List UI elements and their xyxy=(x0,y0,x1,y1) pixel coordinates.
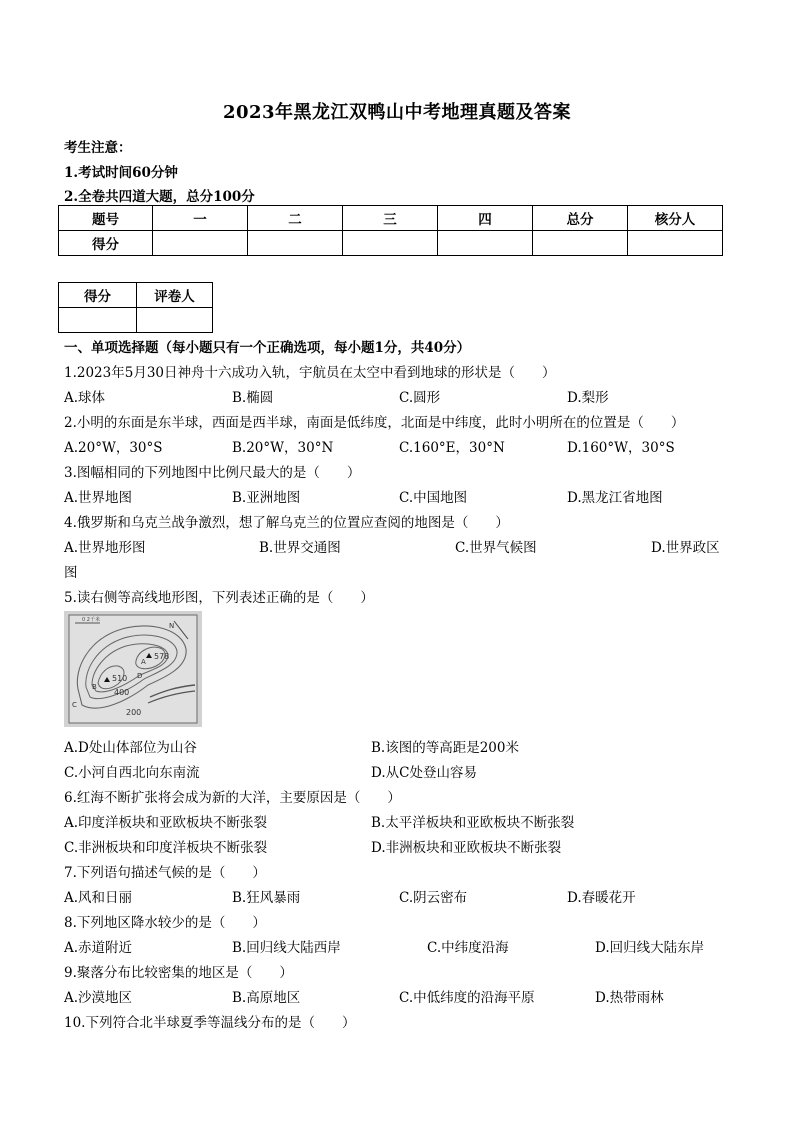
option: D.梨形 xyxy=(567,390,609,406)
score-table xyxy=(58,205,723,256)
option: A.沙漠地区 xyxy=(64,990,133,1006)
option: A.风和日丽 xyxy=(64,890,133,906)
option: C.世界气候图 xyxy=(455,540,537,556)
grader-header-cell: 评卷人 xyxy=(137,283,213,308)
score-header-cell: 一 xyxy=(153,206,248,231)
option: C.非洲板块和印度洋板块不断张裂 xyxy=(64,840,268,856)
option: D.非洲板块和亚欧板块不断张裂 xyxy=(371,840,562,856)
point-label-b: B xyxy=(92,683,97,691)
option: B.该图的等高距是200米 xyxy=(371,740,519,756)
option: D.春暖花开 xyxy=(567,890,636,906)
notes-item-1: 1.考试时间60分钟 xyxy=(64,165,178,181)
grader-table-header-row xyxy=(59,283,213,308)
option: C.小河自西北向东南流 xyxy=(64,765,200,781)
option: D.热带雨林 xyxy=(595,990,664,1006)
question-5: 5.读右侧等高线地形图，下列表述正确的是（ ） xyxy=(64,590,374,606)
option: D.世界政区 xyxy=(651,540,720,556)
question-9: 9.聚落分布比较密集的地区是（ ） xyxy=(64,965,293,981)
option: B.椭圆 xyxy=(232,390,274,406)
elevation-label-west-peak: 510 xyxy=(112,674,128,683)
score-cell[interactable] xyxy=(628,231,723,256)
grader-cell[interactable] xyxy=(59,308,137,333)
grader-header-cell: 得分 xyxy=(59,283,137,308)
grader-cell[interactable] xyxy=(137,308,213,333)
score-header-cell: 题号 xyxy=(59,206,153,231)
option: A.世界地形图 xyxy=(64,540,146,556)
option: B.世界交通图 xyxy=(259,540,341,556)
option: A.20°W，30°S xyxy=(64,440,163,456)
score-row-label: 得分 xyxy=(59,231,153,256)
option: A.D处山体部位为山谷 xyxy=(64,740,197,756)
question-2: 2.小明的东面是东半球，西面是西半球，南面是低纬度，北面是中纬度，此时小明所在的位置是（ ） xyxy=(64,415,685,431)
question-3: 3.图幅相同的下列地图中比例尺最大的是（ ） xyxy=(64,465,361,481)
scale-label: 0 2千米 xyxy=(82,617,100,623)
page-title: 2023年黑龙江双鸭山中考地理真题及答案 xyxy=(222,102,572,123)
option: C.圆形 xyxy=(399,390,441,406)
question-6: 6.红海不断扩张将会成为新的大洋，主要原因是（ ） xyxy=(64,790,401,806)
option: B.狂风暴雨 xyxy=(232,890,301,906)
score-table-header-row xyxy=(59,206,723,231)
score-cell[interactable] xyxy=(438,231,533,256)
point-label-c: C xyxy=(72,701,77,709)
option: C.阴云密布 xyxy=(399,890,468,906)
elevation-label-east-peak: 578 xyxy=(154,652,170,661)
question-10: 10.下列符合北半球夏季等温线分布的是（ ） xyxy=(64,1015,356,1031)
score-cell[interactable] xyxy=(533,231,628,256)
notes-heading: 考生注意： xyxy=(64,140,132,156)
option: C.中国地图 xyxy=(399,490,468,506)
question-7: 7.下列语句描述气候的是（ ） xyxy=(64,865,266,881)
option: B.高原地区 xyxy=(232,990,301,1006)
option: C.160°E，30°N xyxy=(399,440,505,456)
score-header-cell: 四 xyxy=(438,206,533,231)
option: A.印度洋板块和亚欧板块不断张裂 xyxy=(64,815,268,831)
score-cell[interactable] xyxy=(343,231,438,256)
score-header-cell: 三 xyxy=(343,206,438,231)
point-label-d: D xyxy=(137,672,143,680)
score-header-cell: 总分 xyxy=(533,206,628,231)
grader-table-row xyxy=(59,308,213,333)
option: B.太平洋板块和亚欧板块不断张裂 xyxy=(371,815,575,831)
score-table-score-row xyxy=(59,231,723,256)
score-cell[interactable] xyxy=(153,231,248,256)
option: C.中低纬度的沿海平原 xyxy=(399,990,535,1006)
contour-map-figure xyxy=(64,611,202,727)
score-cell[interactable] xyxy=(248,231,343,256)
north-label: N xyxy=(169,622,175,630)
option: A.赤道附近 xyxy=(64,940,133,956)
contour-label-400: 400 xyxy=(114,688,130,697)
option: D.160°W，30°S xyxy=(567,440,675,456)
score-header-cell: 核分人 xyxy=(628,206,723,231)
question-1: 1.2023年5月30日神舟十六成功入轨，宇航员在太空中看到地球的形状是（ ） xyxy=(64,365,556,381)
option: B.20°W，30°N xyxy=(232,440,334,456)
option-wrap: 图 xyxy=(64,565,78,581)
option: B.亚洲地图 xyxy=(232,490,301,506)
score-header-cell: 二 xyxy=(248,206,343,231)
option: D.从C处登山容易 xyxy=(371,765,477,781)
option: D.黑龙江省地图 xyxy=(567,490,663,506)
notes-item-2: 2.全卷共四道大题，总分100分 xyxy=(64,189,255,205)
option: C.中纬度沿海 xyxy=(427,940,509,956)
option: A.世界地图 xyxy=(64,490,133,506)
option: D.回归线大陆东岸 xyxy=(595,940,705,956)
grader-table xyxy=(58,282,213,333)
contour-label-200: 200 xyxy=(126,708,142,717)
section-heading: 一、单项选择题（每小题只有一个正确选项，每小题1分，共40分） xyxy=(64,340,471,356)
point-label-a: A xyxy=(141,658,146,666)
option: B.回归线大陆西岸 xyxy=(232,940,341,956)
question-4: 4.俄罗斯和乌克兰战争激烈，想了解乌克兰的位置应查阅的地图是（ ） xyxy=(64,515,509,531)
option: A.球体 xyxy=(64,390,106,406)
question-8: 8.下列地区降水较少的是（ ） xyxy=(64,915,266,931)
